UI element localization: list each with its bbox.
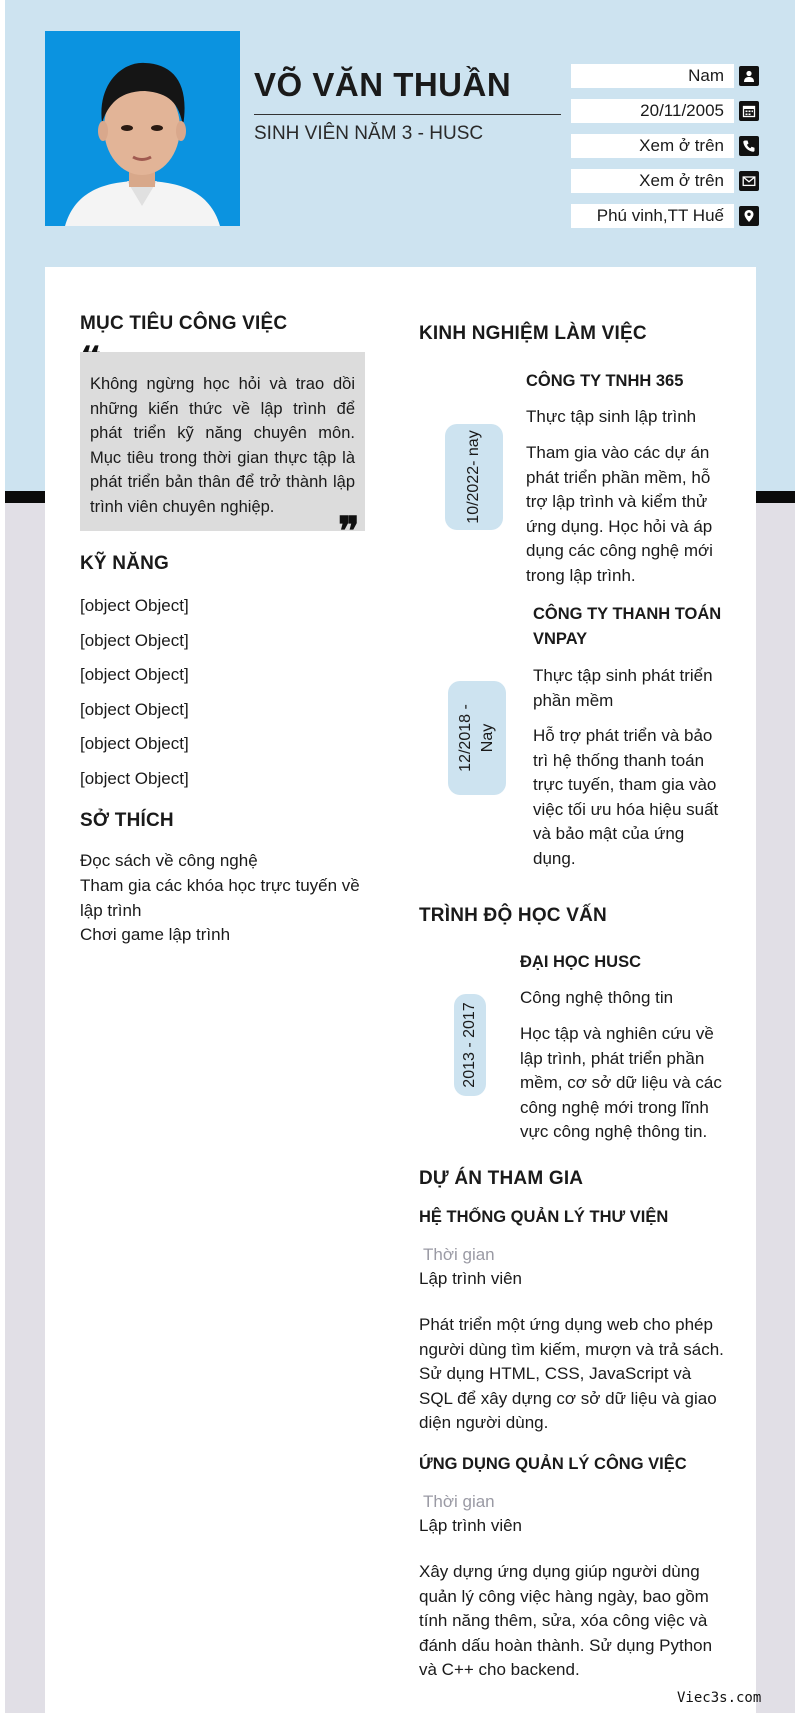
phone-icon [739, 136, 759, 156]
experience-period: 10/2022- nay [465, 430, 482, 524]
skills-title: KỸ NĂNG [80, 553, 170, 574]
education-period-pill [454, 994, 486, 1096]
contact-email [571, 169, 759, 193]
close-quote-icon: ❞ [338, 508, 360, 555]
project-role: Lập trình viên [419, 1269, 523, 1288]
education-description: Học tập và nghiên cứu về lập trình, phát triển phần mềm, cơ sở dữ liệu và các công nghệ mới trong lĩnh vực công nghệ thông tin. [520, 1024, 722, 1141]
name-underline [254, 114, 561, 115]
project-description: Xây dựng ứng dụng giúp người dùng quản lý công việc hàng ngày, bao gồm tính năng thêm, sửa, xóa công việc và đánh dấu hoàn thành. Sử dụng Python và C++ cho backend. [419, 1562, 713, 1679]
experience-title: KINH NGHIỆM LÀM VIỆC [419, 323, 647, 344]
skill-item: [object Object] [80, 596, 189, 615]
candidate-subtitle: SINH VIÊN NĂM 3 - HUSC [254, 123, 484, 144]
project-role: Lập trình viên [419, 1516, 523, 1535]
skill-item: [object Object] [80, 631, 189, 650]
cv-sheet [5, 0, 795, 1713]
education-title: TRÌNH ĐỘ HỌC VẤN [419, 905, 607, 926]
contact-birthdate-text: 20/11/2005 [571, 99, 734, 123]
hobbies-title: SỞ THÍCH [80, 810, 174, 831]
skill-item: [object Object] [80, 734, 189, 753]
experience-period: 12/2018 - Nay [457, 704, 496, 772]
experience-company: CÔNG TY TNHH 365 [526, 372, 684, 390]
project-name: HỆ THỐNG QUẢN LÝ THƯ VIỆN [419, 1208, 669, 1226]
hobby-item: Chơi game lập trình [80, 925, 231, 944]
contact-gender [571, 64, 759, 88]
education-school: ĐẠI HỌC HUSC [520, 953, 642, 971]
experience-description: Hỗ trợ phát triển và bảo trì hệ thống thanh toán trực tuyến, tham gia vào việc tối ưu hóa hiệu suất và bảo mật của ứng dụng. [533, 726, 719, 868]
project-time: Thời gian [423, 1245, 495, 1264]
skill-item: [object Object] [80, 665, 189, 684]
projects-title: DỰ ÁN THAM GIA [419, 1168, 584, 1189]
contact-phone [571, 134, 759, 158]
profile-photo [45, 31, 240, 226]
project-name: ỨNG DỤNG QUẢN LÝ CÔNG VIỆC [419, 1455, 687, 1473]
education-period: 2013 - 2017 [461, 1002, 478, 1088]
experience-company: CÔNG TY THANH TOÁN VNPAY [533, 605, 722, 648]
experience-role: Thực tập sinh phát triển phần mềm [533, 666, 713, 710]
skill-item: [object Object] [80, 700, 189, 719]
contact-list [571, 64, 759, 239]
contact-phone-text: Xem ở trên [571, 134, 734, 158]
project-description: Phát triển một ứng dụng web cho phép người dùng tìm kiếm, mượn và trả sách. Sử dụng HTML, CSS, JavaScript và SQL để xây dựng cơ sở dữ liệu và giao diện người dùng. [419, 1315, 724, 1432]
contact-gender-text: Nam [571, 64, 734, 88]
skill-item: [object Object] [80, 769, 189, 788]
experience-period-pill [445, 424, 503, 530]
objective-text: Không ngừng học hỏi và trao dồi những kiến thức về lập trình để phát triển kỹ năng chuyên môn. Mục tiêu trong thời gian thực tập là phát triển bản thân để trở thành lập trình viên chuyên nghiệp. [80, 352, 365, 531]
project-time: Thời gian [423, 1492, 495, 1511]
hobby-item: Tham gia các khóa học trực tuyến về lập trình [80, 876, 360, 920]
experience-description: Tham gia vào các dự án phát triển phần mềm, hỗ trợ lập trình và kiểm thử ứng dụng. Học hỏi và áp dụng các công nghệ mới trong lập trình. [526, 443, 713, 585]
contact-address [571, 204, 759, 228]
location-pin-icon [739, 206, 759, 226]
experience-role: Thực tập sinh lập trình [526, 407, 697, 426]
contact-birthdate [571, 99, 759, 123]
candidate-name: VÕ VĂN THUẦN [254, 66, 512, 103]
experience-period-pill [448, 681, 506, 795]
hobby-item: Đọc sách về công nghệ [80, 851, 258, 870]
user-icon [739, 66, 759, 86]
education-major: Công nghệ thông tin [520, 988, 674, 1007]
calendar-icon [739, 101, 759, 121]
contact-address-text: Phú vinh,TT Huế [571, 204, 734, 228]
objective-title: MỤC TIÊU CÔNG VIỆC [80, 313, 288, 334]
contact-email-text: Xem ở trên [571, 169, 734, 193]
email-icon [739, 171, 759, 191]
watermark: Viec3s.com [677, 1690, 762, 1706]
